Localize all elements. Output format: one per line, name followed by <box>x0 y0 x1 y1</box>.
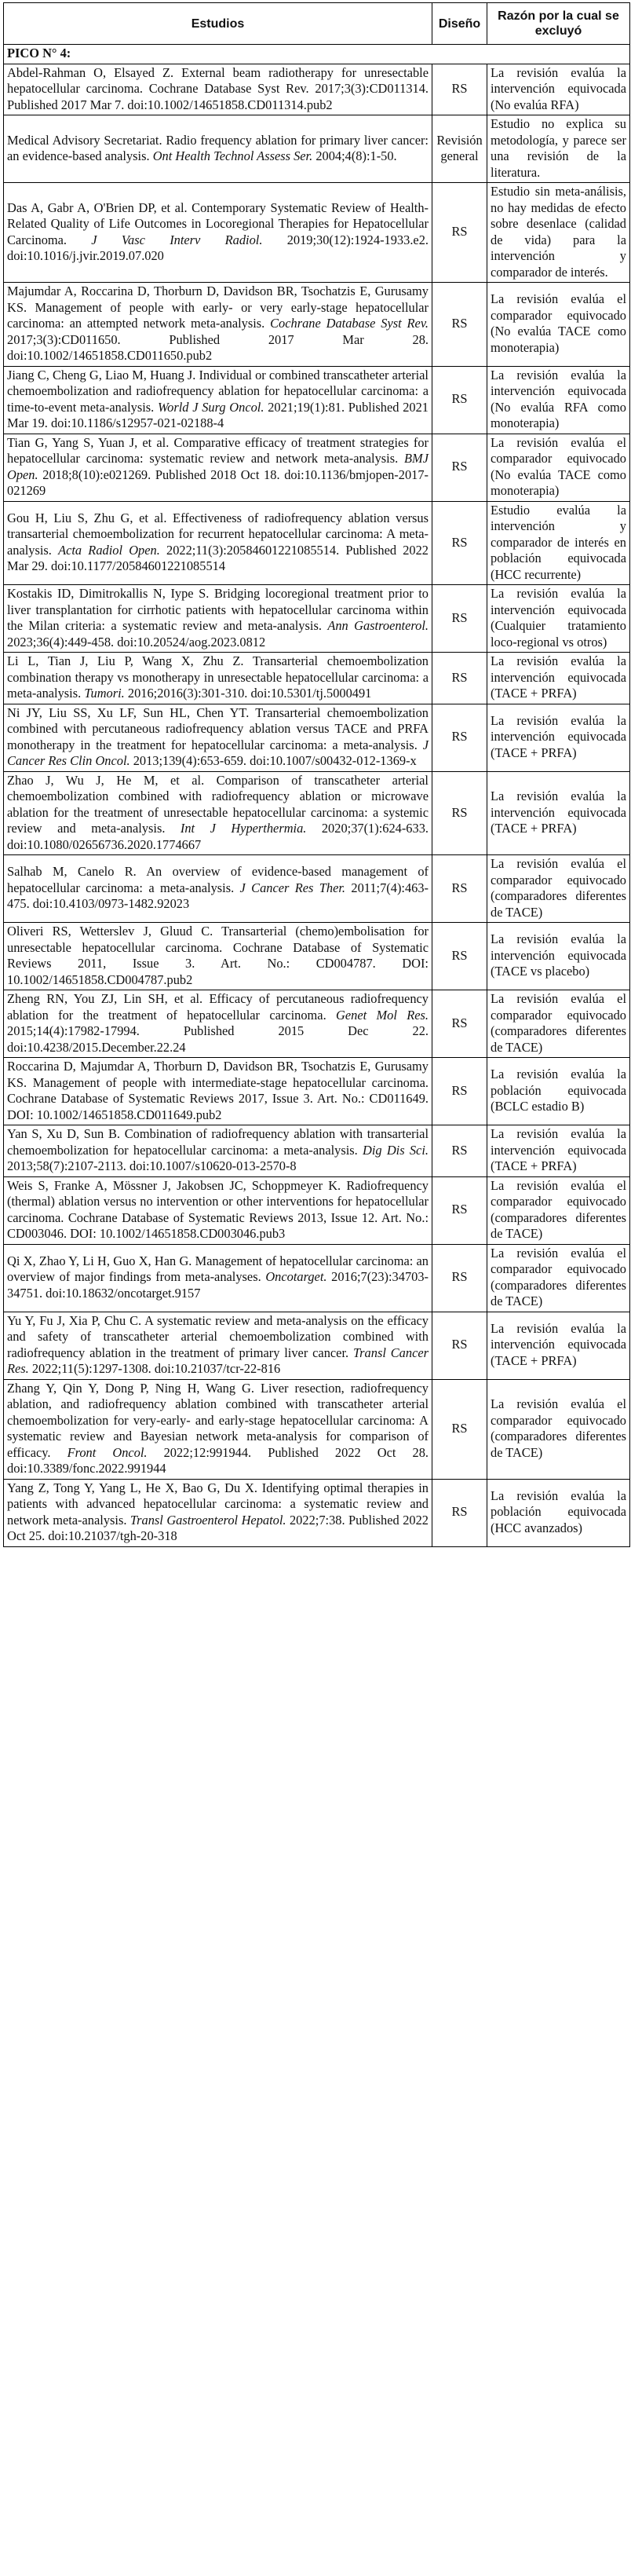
table-row <box>4 1312 630 1379</box>
table-row <box>4 1479 630 1546</box>
exclusion-reason: La revisión evalúa el comparador equivocado (No evalúa TACE como monoterapia) <box>487 434 630 501</box>
table-row <box>4 585 630 653</box>
journal-name: Ont Health Technol Assess Ser. <box>152 148 313 163</box>
exclusion-reason: La revisión evalúa la intervención equivocada (TACE + PRFA) <box>487 771 630 855</box>
exclusion-reason: Estudio no explica su metodología, y parece ser una revisión de la literatura. <box>487 115 630 183</box>
study-citation <box>4 704 432 771</box>
exclusion-reason: Estudio sin meta-análisis, no hay medidas de efecto sobre desenlace (calidad de vida) para la intervención y comparador de interés. <box>487 183 630 283</box>
citation-text: Zhao J, Wu J, He M, et al. Comparison of transcatheter arterial chemoembolization combined with radiofrequency ablation or microwave ablation for the treatment of unresectable hepatocellular carcinoma: a systemic review and meta-analysis. <box>7 772 429 836</box>
study-design: RS <box>432 923 487 990</box>
table-row <box>4 283 630 367</box>
exclusion-reason: La revisión evalúa el comparador equivocado (comparadores diferentes de TACE) <box>487 990 630 1058</box>
citation-text: 2013;139(4):653-659. doi:10.1007/s00432-012-1369-x <box>129 753 417 768</box>
citation-text: Yang Z, Tong Y, Yang L, He X, Bao G, Du X. Identifying optimal therapies in patients with advanced hepatocellular carcinoma: a systematic review and network meta-analysis. <box>7 1480 429 1528</box>
table-row <box>4 183 630 283</box>
study-citation <box>4 1479 432 1546</box>
citation-text: 2022;11(5):1297-1308. doi:10.21037/tcr-22-816 <box>28 1361 281 1376</box>
citation-text: Zhang Y, Qin Y, Dong P, Ning H, Wang G. Liver resection, radiofrequency ablation, and radiofrequency ablation combined with transcatheter arterial chemoembolization for very-early- and early-stage hepatocellular carcinoma: A systematic review and Bayesian network meta-analysis for comparison of efficacy. <box>7 1380 429 1460</box>
table-row <box>4 1244 630 1312</box>
exclusion-reason: La revisión evalúa la intervención equivocada (Cualquier tratamiento loco-regional vs otros) <box>487 585 630 653</box>
exclusion-reason: La revisión evalúa el comparador equivocado (comparadores diferentes de TACE) <box>487 1379 630 1479</box>
table-row <box>4 1379 630 1479</box>
journal-name: Dig Dis Sci. <box>363 1142 429 1158</box>
citation-text: 2011;7(4):463-475. doi:10.4103/0973-1482.92023 <box>7 880 429 912</box>
study-citation <box>4 183 432 283</box>
table-row <box>4 771 630 855</box>
table-row <box>4 653 630 704</box>
study-citation <box>4 990 432 1058</box>
table-row <box>4 1176 630 1244</box>
exclusion-reason: La revisión evalúa la intervención equivocada (No evalúa RFA) <box>487 64 630 115</box>
study-design: RS <box>432 1176 487 1244</box>
citation-text: Jiang C, Cheng G, Liao M, Huang J. Individual or combined transcatheter arterial chemoembolization and radiofrequency ablation for hepatocellular carcinoma: a time-to-event meta-analysis. <box>7 367 429 415</box>
journal-name: J Cancer Res Clin Oncol. <box>7 737 429 768</box>
citation-text: Li L, Tian J, Liu P, Wang X, Zhu Z. Transarterial chemoembolization combination therapy vs monotherapy in unresectable hepatocellular carcinoma: a meta-analysis. <box>7 653 429 701</box>
study-citation <box>4 501 432 585</box>
study-citation <box>4 115 432 183</box>
citation-text: 2015;14(4):17982-17994. Published 2015 Dec 22. doi:10.4238/2015.December.22.24 <box>7 1023 429 1055</box>
citation-text: Kostakis ID, Dimitrokallis N, Iype S. Bridging locoregional treatment prior to liver transplantation for cirrhotic patients with hepatocellular carcinoma within the Milan criteria: a systematic review and meta-analysis. <box>7 586 429 633</box>
exclusion-reason: La revisión evalúa la población equivocada (HCC avanzados) <box>487 1479 630 1546</box>
citation-text: 2021;19(1):81. Published 2021 Mar 19. doi:10.1186/s12957-021-02188-4 <box>7 399 429 430</box>
citation-text: 2023;36(4):449-458. doi:10.20524/aog.2023.0812 <box>7 634 266 649</box>
table-row <box>4 1058 630 1125</box>
citation-text: Gou H, Liu S, Zhu G, et al. Effectiveness of radiofrequency ablation versus transarterial chemoembolization for recurrent hepatocellular carcinoma: A meta-analysis. <box>7 510 429 558</box>
journal-name: Oncotarget. <box>265 1269 327 1285</box>
study-design: RS <box>432 990 487 1058</box>
citation-text: 2019;30(12):1924-1933.e2. doi:10.1016/j.jvir.2019.07.020 <box>7 232 429 263</box>
section-row <box>4 45 630 64</box>
study-design: RS <box>432 434 487 501</box>
journal-name: Cochrane Database Syst Rev. <box>270 316 429 331</box>
study-citation <box>4 1244 432 1312</box>
journal-name: Front Oncol. <box>67 1444 148 1460</box>
study-citation <box>4 923 432 990</box>
citation-text: Abdel-Rahman O, Elsayed Z. External beam radiotherapy for unresectable hepatocellular carcinoma. Cochrane Database Syst Rev. 2017;3(3):CD011314. Published 2017 Mar 7. doi:10.1002/14651858.CD011314.pub2 <box>7 64 429 112</box>
exclusion-reason: La revisión evalúa la intervención equivocada (No evalúa RFA como monoterapia) <box>487 366 630 434</box>
journal-name: J Cancer Res Ther. <box>239 880 346 895</box>
study-citation <box>4 1058 432 1125</box>
study-design: RS <box>432 704 487 771</box>
study-citation <box>4 771 432 855</box>
study-design: RS <box>432 183 487 283</box>
exclusion-reason: La revisión evalúa la intervención equivocada (TACE + PRFA) <box>487 653 630 704</box>
exclusion-reason: La revisión evalúa el comparador equivocado (comparadores diferentes de TACE) <box>487 1244 630 1312</box>
citation-text: Medical Advisory Secretariat. Radio frequency ablation for primary liver cancer: an evidence-based analysis. <box>7 132 429 163</box>
journal-name: Transl Cancer Res. <box>7 1345 429 1376</box>
study-design: RS <box>432 1125 487 1177</box>
header-row <box>4 3 630 45</box>
citation-text: 2016;7(23):34703-34751. doi:10.18632/oncotarget.9157 <box>7 1269 429 1301</box>
table-row <box>4 923 630 990</box>
study-citation <box>4 64 432 115</box>
study-design: RS <box>432 64 487 115</box>
journal-name: Genet Mol Res. <box>336 1007 429 1023</box>
study-citation <box>4 366 432 434</box>
citation-text: Das A, Gabr A, O'Brien DP, et al. Contemporary Systematic Review of Health-Related Quality of Life Outcomes in Locoregional Therapies for Hepatocellular Carcinoma. <box>7 199 429 247</box>
citation-text: 2004;4(8):1-50. <box>312 148 397 163</box>
study-citation <box>4 434 432 501</box>
citation-text: 2022;7:38. Published 2022 Oct 25. doi:10.21037/tgh-20-318 <box>7 1512 429 1543</box>
study-design: RS <box>432 366 487 434</box>
table-row <box>4 434 630 501</box>
exclusion-table <box>3 2 630 1547</box>
citation-text: Oliveri RS, Wetterslev J, Gluud C. Transarterial (chemo)embolisation for unresectable hepatocellular carcinoma. Cochrane Database of Systematic Reviews 2011, Issue 3. Art. No.: CD004787. DOI: 10.1002/14651858.CD004787.pub2 <box>7 924 429 987</box>
table-row <box>4 64 630 115</box>
table-header <box>4 3 630 45</box>
study-design: RS <box>432 771 487 855</box>
citation-text: Zheng RN, You ZJ, Lin SH, et al. Efficacy of percutaneous radiofrequency ablation for the treatment of hepatocellular carcinoma. <box>7 991 429 1023</box>
exclusion-reason: La revisión evalúa el comparador equivocado (No evalúa TACE como monoterapia) <box>487 283 630 367</box>
study-design: RS <box>432 1244 487 1312</box>
journal-name: Transl Gastroenterol Hepatol. <box>129 1512 286 1528</box>
header-reason: Razón por la cual se excluyó <box>487 3 630 45</box>
citation-text: Ni JY, Liu SS, Xu LF, Sun HL, Chen YT. Transarterial chemoembolization combined with percutaneous radiofrequency ablation versus TACE and PRFA monotherapy in the treatment for hepatocellular carcinoma: a meta-analysis. <box>7 704 429 752</box>
table-row <box>4 501 630 585</box>
journal-name: World J Surg Oncol. <box>157 399 264 415</box>
citation-text: Roccarina D, Majumdar A, Thorburn D, Davidson BR, Tsochatzis E, Gurusamy KS. Management of people with intermediate-stage hepatocellular carcinoma. Cochrane Database of Systematic Reviews 2017, Issue 3. Art. No.: CD011649. DOI: 10.1002/14651858.CD011649.pub2 <box>7 1059 429 1122</box>
study-design: RS <box>432 585 487 653</box>
exclusion-reason: La revisión evalúa la población equivocada (BCLC estadio B) <box>487 1058 630 1125</box>
citation-text: 2017;3(3):CD011650. Published 2017 Mar 28. doi:10.1002/14651858.CD011650.pub2 <box>7 331 429 363</box>
citation-text: 2022;11(3):20584601221085514. Published 2022 Mar 29. doi:10.1177/20584601221085514 <box>7 542 429 574</box>
exclusion-reason: La revisión evalúa la intervención equivocada (TACE + PRFA) <box>487 1125 630 1177</box>
citation-text: Yan S, Xu D, Sun B. Combination of radiofrequency ablation with transarterial chemoembolization for hepatocellular carcinoma: a meta-analysis. <box>7 1126 429 1158</box>
exclusion-reason: La revisión evalúa la intervención equivocada (TACE + PRFA) <box>487 1312 630 1379</box>
header-design: Diseño <box>432 3 487 45</box>
study-design: RS <box>432 1479 487 1546</box>
study-citation <box>4 1312 432 1379</box>
citation-text: 2022;12:991944. Published 2022 Oct 28. doi:10.3389/fonc.2022.991944 <box>7 1444 429 1476</box>
citation-text: Qi X, Zhao Y, Li H, Guo X, Han G. Management of hepatocellular carcinoma: an overview of major findings from meta-analyses. <box>7 1253 429 1285</box>
table-row <box>4 990 630 1058</box>
study-citation <box>4 283 432 367</box>
exclusion-reason: La revisión evalúa el comparador equivocado (comparadores diferentes de TACE) <box>487 855 630 923</box>
table-row <box>4 1125 630 1177</box>
study-citation <box>4 855 432 923</box>
study-citation <box>4 585 432 653</box>
exclusion-reason: La revisión evalúa el comparador equivocado (comparadores diferentes de TACE) <box>487 1176 630 1244</box>
study-design: RS <box>432 501 487 585</box>
citation-text: 2013;58(7):2107-2113. doi:10.1007/s10620-013-2570-8 <box>7 1158 297 1173</box>
table-body <box>4 45 630 1547</box>
citation-text: Tian G, Yang S, Yuan J, et al. Comparative efficacy of treatment strategies for hepatocellular carcinoma: systematic review and network meta-analysis. <box>7 434 429 466</box>
study-citation <box>4 1125 432 1177</box>
study-design: RS <box>432 283 487 367</box>
study-design: RS <box>432 653 487 704</box>
citation-text: Weis S, Franke A, Mössner J, Jakobsen JC, Schoppmeyer K. Radiofrequency (thermal) ablation versus no intervention or other interventions for hepatocellular carcinoma. Cochrane Database of Systematic Reviews 2013, Issue 12. Art. No.: CD003046. DOI: 10.1002/14651858.CD003046.pub3 <box>7 1177 429 1241</box>
journal-name: Acta Radiol Open. <box>58 542 160 558</box>
study-design: RS <box>432 1058 487 1125</box>
citation-text: 2016;2016(3):301-310. doi:10.5301/tj.5000491 <box>124 686 372 701</box>
journal-name: Tumori. <box>84 686 125 701</box>
table-row <box>4 366 630 434</box>
journal-name: BMJ Open. <box>7 451 429 482</box>
section-title: PICO N° 4: <box>4 45 630 64</box>
citation-text: Majumdar A, Roccarina D, Thorburn D, Davidson BR, Tsochatzis E, Gurusamy KS. Management of people with early- or very early-stage hepatocellular carcinoma: an attempted network meta-analysis. <box>7 284 429 331</box>
citation-text: 2018;8(10):e021269. Published 2018 Oct 18. doi:10.1136/bmjopen-2017-021269 <box>7 467 429 498</box>
study-design: Revisión general <box>432 115 487 183</box>
citation-text: 2020;37(1):624-633. doi:10.1080/02656736.2020.1774667 <box>7 821 429 852</box>
study-design: RS <box>432 1379 487 1479</box>
journal-name: J Vasc Interv Radiol. <box>91 232 263 247</box>
study-citation <box>4 1176 432 1244</box>
header-studies: Estudios <box>4 3 432 45</box>
study-design: RS <box>432 855 487 923</box>
exclusion-reason: La revisión evalúa la intervención equivocada (TACE vs placebo) <box>487 923 630 990</box>
table-row <box>4 704 630 771</box>
table-row <box>4 855 630 923</box>
table-row <box>4 115 630 183</box>
study-design: RS <box>432 1312 487 1379</box>
exclusion-reason: Estudio evalúa la intervención y comparador de interés en población equivocada (HCC recurrente) <box>487 501 630 585</box>
citation-text: Yu Y, Fu J, Xia P, Chu C. A systematic review and meta-analysis on the efficacy and safety of transcatheter arterial chemoembolization combined with radiofrequency ablation in the treatment of primary liver cancer. <box>7 1312 429 1360</box>
journal-name: Ann Gastroenterol. <box>327 618 429 633</box>
exclusion-reason: La revisión evalúa la intervención equivocada (TACE + PRFA) <box>487 704 630 771</box>
study-citation <box>4 653 432 704</box>
journal-name: Int J Hyperthermia. <box>180 821 307 836</box>
citation-text: Salhab M, Canelo R. An overview of evidence-based management of hepatocellular carcinoma: a meta-analysis. <box>7 864 429 895</box>
study-citation <box>4 1379 432 1479</box>
